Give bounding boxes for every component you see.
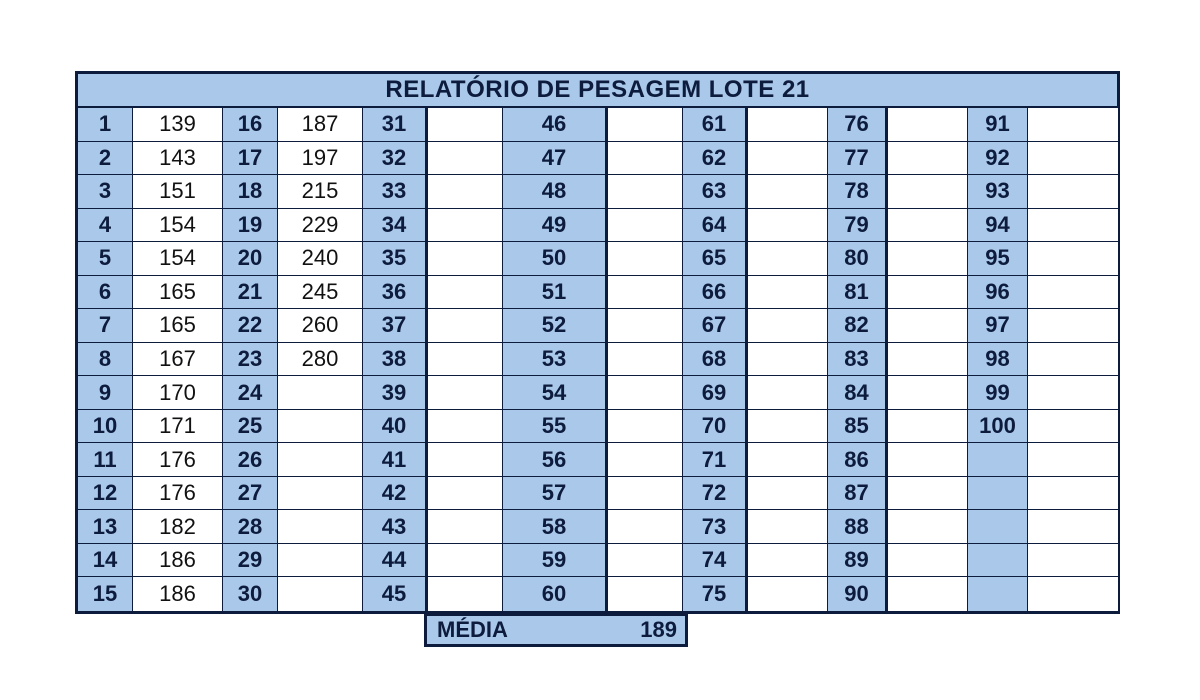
entry-number: 47: [503, 142, 608, 176]
entry-number: 23: [223, 343, 278, 377]
entry-weight: 245: [278, 276, 363, 310]
entry-number: 79: [828, 209, 888, 243]
entry-number: 69: [683, 376, 748, 410]
entry-number: 96: [968, 276, 1028, 310]
entry-weight: [1028, 209, 1118, 243]
entry-weight: [888, 276, 968, 310]
entry-number: 64: [683, 209, 748, 243]
entry-number: 63: [683, 175, 748, 209]
entry-weight: 187: [278, 108, 363, 142]
entry-weight: [428, 242, 503, 276]
entry-number: 73: [683, 510, 748, 544]
entry-number: 15: [78, 577, 133, 611]
entry-number: 70: [683, 410, 748, 444]
entry-weight: [428, 108, 503, 142]
entry-weight: [1028, 443, 1118, 477]
entry-number: 44: [363, 544, 428, 578]
entry-weight: [748, 142, 828, 176]
entry-number: 75: [683, 577, 748, 611]
entry-number: 52: [503, 309, 608, 343]
entry-number: 59: [503, 544, 608, 578]
entry-weight: 182: [133, 510, 223, 544]
entry-weight: 240: [278, 242, 363, 276]
entry-weight: [608, 376, 683, 410]
entry-number: 26: [223, 443, 278, 477]
entry-number: 3: [78, 175, 133, 209]
entry-weight: [428, 376, 503, 410]
entry-weight: [428, 544, 503, 578]
entry-weight: [428, 343, 503, 377]
entry-number: 91: [968, 108, 1028, 142]
entry-number: 71: [683, 443, 748, 477]
entry-number: 92: [968, 142, 1028, 176]
entry-weight: 215: [278, 175, 363, 209]
entry-weight: [748, 209, 828, 243]
entry-number: 77: [828, 142, 888, 176]
entry-number: 9: [78, 376, 133, 410]
entry-number: 97: [968, 309, 1028, 343]
entry-number: 31: [363, 108, 428, 142]
entry-number: 45: [363, 577, 428, 611]
entry-weight: [608, 443, 683, 477]
entry-weight: [428, 510, 503, 544]
entry-number: 72: [683, 477, 748, 511]
entry-weight: [888, 175, 968, 209]
entry-number: 95: [968, 242, 1028, 276]
entry-weight: [428, 443, 503, 477]
entry-number: 12: [78, 477, 133, 511]
entry-number: 94: [968, 209, 1028, 243]
entry-weight: 260: [278, 309, 363, 343]
entry-weight: [1028, 376, 1118, 410]
entry-number: 2: [78, 142, 133, 176]
entry-weight: [888, 343, 968, 377]
entry-number: 90: [828, 577, 888, 611]
entry-weight: 229: [278, 209, 363, 243]
entry-number: 83: [828, 343, 888, 377]
entry-number: 55: [503, 410, 608, 444]
entry-weight: 170: [133, 376, 223, 410]
entry-weight: [748, 376, 828, 410]
entry-weight: [428, 209, 503, 243]
entry-weight: [1028, 309, 1118, 343]
entry-weight: [608, 309, 683, 343]
entry-weight: [1028, 142, 1118, 176]
entry-weight: [608, 142, 683, 176]
entry-number: 10: [78, 410, 133, 444]
entry-number: [968, 443, 1028, 477]
entry-weight: [748, 477, 828, 511]
entry-weight: [888, 209, 968, 243]
entry-weight: 154: [133, 209, 223, 243]
entry-number: 49: [503, 209, 608, 243]
entry-weight: [1028, 544, 1118, 578]
entry-weight: [608, 343, 683, 377]
entry-weight: [1028, 577, 1118, 611]
entry-weight: [428, 309, 503, 343]
entry-weight: [748, 544, 828, 578]
entry-weight: [888, 242, 968, 276]
entry-number: [968, 577, 1028, 611]
entry-weight: 176: [133, 443, 223, 477]
entry-weight: 197: [278, 142, 363, 176]
weighing-report-table: [75, 71, 1120, 614]
entry-number: 81: [828, 276, 888, 310]
entry-weight: [888, 577, 968, 611]
entry-weight: [1028, 410, 1118, 444]
entry-weight: [608, 209, 683, 243]
report-title: RELATÓRIO DE PESAGEM LOTE 21: [78, 74, 1117, 108]
entry-weight: [888, 510, 968, 544]
entry-number: 74: [683, 544, 748, 578]
average-label: MÉDIA: [437, 617, 508, 642]
entry-number: 85: [828, 410, 888, 444]
entry-number: 56: [503, 443, 608, 477]
entry-weight: [888, 443, 968, 477]
entry-weight: [748, 443, 828, 477]
entry-weight: [1028, 276, 1118, 310]
entry-number: 50: [503, 242, 608, 276]
entry-weight: [748, 175, 828, 209]
entry-number: 48: [503, 175, 608, 209]
entry-number: 87: [828, 477, 888, 511]
entry-number: 67: [683, 309, 748, 343]
entry-number: 8: [78, 343, 133, 377]
entry-weight: 139: [133, 108, 223, 142]
entry-number: 62: [683, 142, 748, 176]
entry-number: 82: [828, 309, 888, 343]
entry-weight: [748, 276, 828, 310]
entry-weight: [608, 544, 683, 578]
entry-number: 39: [363, 376, 428, 410]
entry-number: 100: [968, 410, 1028, 444]
entry-weight: [428, 142, 503, 176]
entry-weight: [1028, 477, 1118, 511]
entry-number: 14: [78, 544, 133, 578]
entry-weight: [888, 410, 968, 444]
entry-number: 1: [78, 108, 133, 142]
entry-weight: [1028, 175, 1118, 209]
entry-number: 35: [363, 242, 428, 276]
entry-weight: [888, 309, 968, 343]
entry-weight: [428, 477, 503, 511]
entry-weight: 186: [133, 544, 223, 578]
entry-number: 40: [363, 410, 428, 444]
entry-weight: [608, 510, 683, 544]
entry-number: 43: [363, 510, 428, 544]
entry-weight: [278, 544, 363, 578]
entry-weight: [278, 577, 363, 611]
entry-weight: [748, 343, 828, 377]
entry-number: 58: [503, 510, 608, 544]
entry-number: 99: [968, 376, 1028, 410]
entry-weight: 151: [133, 175, 223, 209]
entry-number: 34: [363, 209, 428, 243]
entry-number: 5: [78, 242, 133, 276]
entry-weight: [888, 108, 968, 142]
entry-weight: [1028, 343, 1118, 377]
entry-weight: 165: [133, 276, 223, 310]
entry-weight: [428, 175, 503, 209]
entry-number: 76: [828, 108, 888, 142]
entry-number: 68: [683, 343, 748, 377]
entry-number: 28: [223, 510, 278, 544]
entry-number: 65: [683, 242, 748, 276]
entry-weight: [608, 108, 683, 142]
average-box: [424, 613, 688, 647]
entry-number: [968, 477, 1028, 511]
average-value: 189: [640, 617, 677, 642]
entry-weight: 165: [133, 309, 223, 343]
entry-weight: [1028, 510, 1118, 544]
entry-weight: 167: [133, 343, 223, 377]
entry-number: 4: [78, 209, 133, 243]
entry-weight: [748, 309, 828, 343]
entry-number: 17: [223, 142, 278, 176]
entry-weight: [608, 577, 683, 611]
entry-number: 78: [828, 175, 888, 209]
entry-number: [968, 544, 1028, 578]
entry-number: 89: [828, 544, 888, 578]
entry-weight: [278, 376, 363, 410]
entry-number: 98: [968, 343, 1028, 377]
entry-number: 33: [363, 175, 428, 209]
entry-weight: 171: [133, 410, 223, 444]
entry-weight: [608, 242, 683, 276]
entry-number: 19: [223, 209, 278, 243]
entry-number: 29: [223, 544, 278, 578]
entry-weight: 154: [133, 242, 223, 276]
entry-weight: [748, 510, 828, 544]
entry-weight: [608, 410, 683, 444]
entry-number: 24: [223, 376, 278, 410]
entry-number: 46: [503, 108, 608, 142]
entry-weight: 143: [133, 142, 223, 176]
entry-weight: [888, 376, 968, 410]
entry-weight: [608, 175, 683, 209]
entry-number: 84: [828, 376, 888, 410]
entry-weight: [278, 510, 363, 544]
entry-weight: [428, 577, 503, 611]
entry-weight: 176: [133, 477, 223, 511]
entry-weight: [608, 276, 683, 310]
entry-number: 20: [223, 242, 278, 276]
entry-weight: 186: [133, 577, 223, 611]
entry-number: 36: [363, 276, 428, 310]
entry-number: 6: [78, 276, 133, 310]
entry-number: 61: [683, 108, 748, 142]
entry-weight: [748, 410, 828, 444]
entry-number: 7: [78, 309, 133, 343]
entry-number: 86: [828, 443, 888, 477]
entry-weight: [748, 242, 828, 276]
entry-weight: [278, 443, 363, 477]
weighing-grid: [78, 108, 1117, 611]
entry-number: 54: [503, 376, 608, 410]
entry-weight: [608, 477, 683, 511]
entry-number: 57: [503, 477, 608, 511]
entry-number: 25: [223, 410, 278, 444]
entry-weight: [428, 410, 503, 444]
entry-number: 93: [968, 175, 1028, 209]
entry-number: 60: [503, 577, 608, 611]
entry-number: 37: [363, 309, 428, 343]
entry-weight: [1028, 242, 1118, 276]
entry-number: 41: [363, 443, 428, 477]
entry-number: 51: [503, 276, 608, 310]
entry-number: [968, 510, 1028, 544]
entry-weight: [278, 410, 363, 444]
entry-weight: [888, 142, 968, 176]
entry-number: 27: [223, 477, 278, 511]
entry-weight: [1028, 108, 1118, 142]
entry-weight: [428, 276, 503, 310]
entry-number: 53: [503, 343, 608, 377]
entry-number: 66: [683, 276, 748, 310]
entry-number: 16: [223, 108, 278, 142]
entry-weight: [888, 544, 968, 578]
entry-number: 38: [363, 343, 428, 377]
entry-number: 80: [828, 242, 888, 276]
entry-number: 11: [78, 443, 133, 477]
entry-weight: [278, 477, 363, 511]
entry-weight: 280: [278, 343, 363, 377]
entry-weight: [888, 477, 968, 511]
entry-number: 88: [828, 510, 888, 544]
entry-number: 22: [223, 309, 278, 343]
entry-weight: [748, 108, 828, 142]
entry-weight: [748, 577, 828, 611]
entry-number: 32: [363, 142, 428, 176]
entry-number: 42: [363, 477, 428, 511]
entry-number: 21: [223, 276, 278, 310]
entry-number: 13: [78, 510, 133, 544]
entry-number: 18: [223, 175, 278, 209]
entry-number: 30: [223, 577, 278, 611]
